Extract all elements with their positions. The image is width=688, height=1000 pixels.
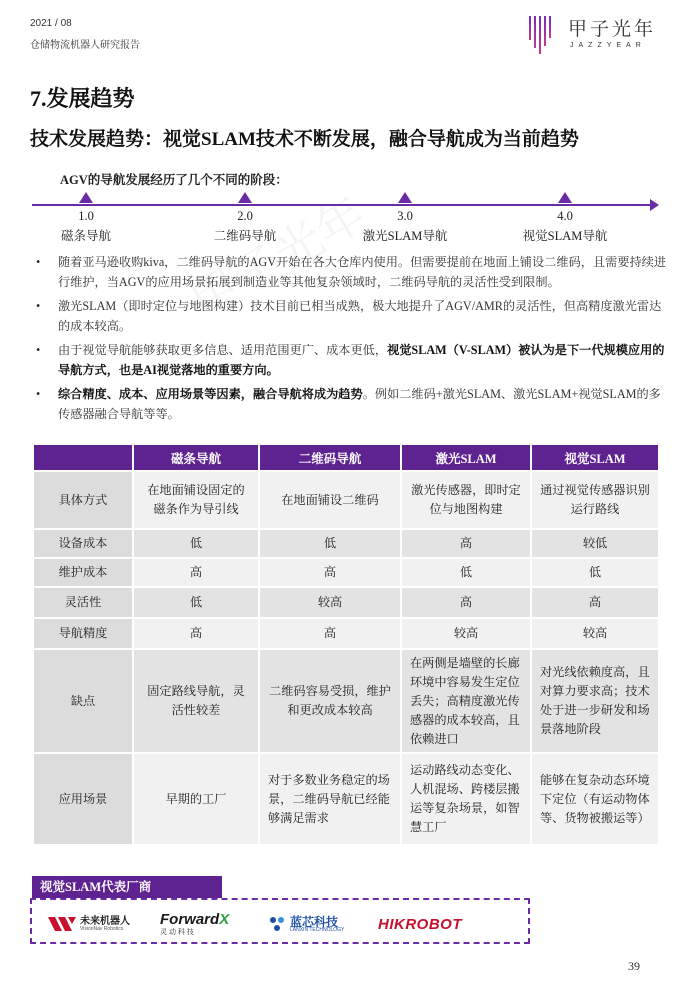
page-number: 39 [628,959,640,973]
vendor-logo-visionnav [48,910,130,938]
row-label: 灵活性 [33,587,133,618]
table-cell: 固定路线导航，灵活性较差 [133,649,259,753]
vendor-section-tag: 视觉SLAM代表厂商 [32,876,222,898]
table-cell: 在两侧是墙壁的长廊环境中容易发生定位丢失；高精度激光传感器的成本较高，且依赖进口 [401,649,531,753]
page-headline: 技术发展趋势：视觉SLAM技术不断发展，融合导航成为当前趋势 [30,129,579,150]
table-cell: 低 [133,587,259,618]
table-cell: 高 [259,618,401,649]
bullet-dot: • [36,343,41,357]
stage-version: 4.0 [557,209,573,223]
triangle-marker-icon [79,192,93,203]
triangle-marker-icon [558,192,572,203]
navigation-comparison-table [32,443,660,846]
stage-name: 视觉SLAM导航 [522,229,608,243]
logo-text-cn: 甲子光年 [568,18,657,40]
timeline-intro: AGV的导航发展经历了几个不同的阶段： [60,173,288,187]
vendor-subname: VisionNav Robotics [80,925,124,932]
table-cell: 高 [531,587,659,618]
table-cell: 高 [259,558,401,587]
bullet-text: 由于视觉导航能够获取更多信息、适用范围更广、成本更低， [58,343,388,357]
table-cell: 较低 [531,529,659,558]
vendor-name: 未来机器人 [80,915,130,927]
report-date: 2021 / 08 [30,18,72,29]
bullet-dot: • [36,387,41,401]
vendor-name: 蓝芯科技 [290,914,339,929]
table-header: 磁条导航 [133,444,259,471]
stage-version: 1.0 [78,209,94,223]
bullet-bold-text: 视觉SLAM（V-SLAM）被认为是下一代规模应用的导航方式，也是AI视觉落地的重要方向。 [58,343,665,377]
table-cell: 高 [401,529,531,558]
timeline-stage [16,192,156,244]
timeline-stage [495,192,635,244]
row-label: 缺点 [33,649,133,753]
bullet-item [36,252,666,292]
stage-name: 磁条导航 [60,229,111,243]
bullet-item [36,296,666,336]
table-cell: 在地面铺设二维码 [259,471,401,529]
bullet-dot: • [36,299,41,313]
row-label: 应用场景 [33,753,133,845]
table-cell: 低 [259,529,401,558]
vendor-logo-hikrobot [378,910,462,938]
table-header: 激光SLAM [401,444,531,471]
table-cell: 二维码容易受损，维护和更改成本较高 [259,649,401,753]
bullet-text: 随着亚马逊收购kiva，二维码导航的AGV开始在各大仓库内使用。但需要提前在地面上铺设二维码，且需要持续进行维护，当AGV的应用场景拓展到制造业等其他复杂领域时，二维码导航的灵活性受到限制。 [58,255,667,289]
bullet-text: 激光SLAM（即时定位与地图构建）技术目前已相当成熟，极大地提升了AGV/AMR的灵活性，但高精度激光雷达的成本较高。 [58,299,662,333]
table-header: 二维码导航 [259,444,401,471]
table-header-row [33,444,659,471]
triangle-marker-icon [398,192,412,203]
bullet-bold-text: 综合精度、成本、应用场景等因素，融合导航将成为趋势 [58,387,363,401]
table-row [33,649,659,753]
stage-name: 二维码导航 [213,229,277,243]
table-cell: 激光传感器，即时定位与地图构建 [401,471,531,529]
bullet-list [36,252,666,428]
timeline-stage [175,192,315,244]
table-row [33,471,659,529]
table-row [33,753,659,845]
stage-name: 激光SLAM导航 [362,229,448,243]
stage-version: 2.0 [237,209,253,223]
table-cell: 早期的工厂 [133,753,259,845]
timeline-stage [335,192,475,244]
bullet-item [36,384,666,424]
stage-version: 3.0 [397,209,413,223]
table-row [33,558,659,587]
vendor-name: HIKROBOT [378,915,462,933]
table-cell: 运动路线动态变化、人机混场、跨楼层搬运等复杂场景，如智慧工厂 [401,753,531,845]
table-cell: 低 [531,558,659,587]
triangle-marker-icon [238,192,252,203]
vendor-logo-box [30,898,530,944]
table-row [33,529,659,558]
table-cell: 能够在复杂动态环境下定位（有运动物体等、货物被搬运等） [531,753,659,845]
report-title: 仓储物流机器人研究报告 [30,40,140,51]
lanxin-logo-icon [268,915,286,933]
table-cell: 较高 [531,618,659,649]
table-header [33,444,133,471]
row-label: 设备成本 [33,529,133,558]
vendor-subname: 灵 动 科 技 [160,929,194,936]
jazzyear-logo-icon [528,14,558,54]
table-header: 视觉SLAM [531,444,659,471]
table-cell: 在地面铺设固定的磁条作为导引线 [133,471,259,529]
table-cell: 较高 [259,587,401,618]
table-cell: 较高 [401,618,531,649]
visionnav-logo-icon [48,915,76,933]
row-label: 导航精度 [33,618,133,649]
row-label: 维护成本 [33,558,133,587]
table-cell: 低 [401,558,531,587]
bullet-dot: • [36,255,41,269]
table-cell: 高 [133,558,259,587]
bullet-text: 。例如二维码+激光SLAM、激光SLAM+视觉SLAM的多传感器融合导航等等。 [58,387,661,421]
vendor-name: Forward [160,911,220,928]
vendor-logo-lanxin [268,910,344,938]
table-cell: 对光线依赖度高，且对算力要求高；技术处于进一步研发和场景落地阶段 [531,649,659,753]
timeline-arrow-icon [650,199,659,211]
vendor-subname: LANXIN TECHNOLOGY [290,926,345,933]
vendor-logo-forwardx [160,910,229,938]
row-label: 具体方式 [33,471,133,529]
table-row [33,587,659,618]
bullet-item [36,340,666,380]
section-title: 7.发展趋势 [30,86,135,111]
table-cell: 高 [133,618,259,649]
table-cell: 低 [133,529,259,558]
table-row [33,618,659,649]
table-cell: 对于多数业务稳定的场景，二维码导航已经能够满足需求 [259,753,401,845]
table-cell: 高 [401,587,531,618]
forwardx-x-icon: X [219,911,230,928]
logo-text-en: JAZZYEAR [570,42,646,49]
table-cell: 通过视觉传感器识别运行路线 [531,471,659,529]
